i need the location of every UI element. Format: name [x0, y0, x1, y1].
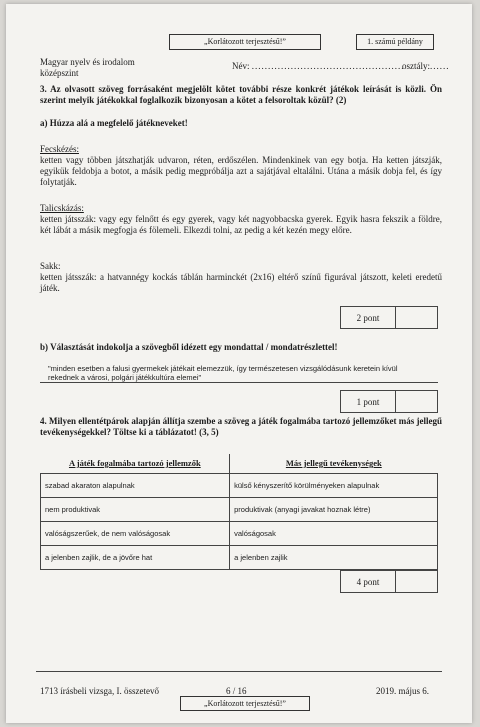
column-header-game: A játék fogalmába tartozó jellemzők [41, 454, 230, 474]
table-cell-game: szabad akaraton alapulnak [41, 474, 230, 498]
class-label: osztály: [402, 61, 430, 71]
points-box-3a [340, 306, 438, 329]
answer-line [40, 382, 438, 383]
game-name-talicskazas: Talicskázás: [40, 203, 84, 213]
game-description-fecskezes: ketten vagy többen játszhatják udvaron, réten, erdőszélen. Mindenkinek van egy botja. Ha ketten játszják, egyikük feldobja a botot, a másik pedig megpróbálja azt a sajátjával eltalálni. Utána a másik dobja fel, és így folytatják. [40, 155, 442, 187]
points-label-3a: 2 pont [341, 307, 396, 328]
question-3b-instruction: b) Választását indokolja a szövegből idézett egy mondattal / mondatrészlettel! [40, 342, 338, 352]
quote-answer: "minden esetben a falusi gyermekek játékait elemezzük, így természetesen vizsgálódásunk keretein kívül rekednek a városi, polgári játékkultúra elemei" [48, 364, 398, 382]
table-cell-other: valóságosak [230, 522, 438, 546]
points-label-4: 4 pont [341, 571, 396, 592]
copy-number-box: 1. számú példány [356, 34, 434, 50]
subject-title: Magyar nyelv és irodalom [40, 57, 135, 67]
exam-code: 1713 írásbeli vizsga, I. összetevő [40, 686, 159, 696]
table-row [41, 498, 438, 522]
name-label: Név: [232, 61, 250, 71]
name-dots: ............................................... [251, 61, 405, 71]
page-number: 6 / 16 [226, 686, 247, 696]
table-cell-other: külső kényszerítő körülményeken alapulnak [230, 474, 438, 498]
name-field [232, 61, 405, 72]
game-name-sakk: Sakk: [40, 261, 61, 271]
table-cell-game: valóságszerűek, de nem valóságosak [41, 522, 230, 546]
class-dots: ...... [430, 61, 450, 71]
question-3-text: 3. Az olvasott szöveg forrásaként megjelölt kötet további része konkrét játékok leírását is közli. Ön szerint melyik játékokkal foglalkozik bizonyosan a kötet a felsoroltak közül? (2) [40, 84, 442, 105]
question-3a-instruction: a) Húzza alá a megfelelő játékneveket! [40, 118, 188, 128]
table-row [41, 522, 438, 546]
points-box-4 [340, 570, 438, 593]
points-box-3b [340, 390, 438, 413]
subject-level: középszint [40, 68, 79, 78]
table-header-row [41, 454, 438, 474]
restricted-distribution-stamp: „Korlátozott terjesztésű!” [169, 34, 321, 50]
column-header-other: Más jellegű tevékenységek [230, 454, 438, 474]
game-name-fecskezes: Fecskézés: [40, 144, 79, 154]
table-cell-other: a jelenben zajlik [230, 546, 438, 570]
table-row [41, 474, 438, 498]
exam-page [6, 4, 472, 723]
table-cell-game: a jelenben zajlik, de a jövőre hat [41, 546, 230, 570]
points-label-3b: 1 pont [341, 391, 396, 412]
table-row [41, 546, 438, 570]
exam-date: 2019. május 6. [376, 686, 429, 696]
class-field [402, 61, 450, 72]
game-description-talicskazas: ketten játsszák: vagy egy felnőtt és egy gyerek, vagy két nagyobbacska gyerek. Egyik hasra fekszik a földre, két lábát a másik megfogja és fölemeli. Elkezdi tolni, az pedig a két kezén megy előre. [40, 214, 442, 235]
footer-rule [36, 671, 442, 672]
table-cell-other: produktivak (anyagi javakat hoznak létre) [230, 498, 438, 522]
restricted-distribution-stamp-bottom: „Korlátozott terjesztésű!” [180, 696, 310, 711]
game-description-sakk: ketten játsszák: a hatvannégy kockás táblán harminckét (2x16) eltérő színű figurával játszott, keleti eredetű játék. [40, 272, 442, 293]
question-4-text: 4. Milyen ellentétpárok alapján állítja szembe a szöveg a játék fogalmába tartozó jellemzőket más jellegű tevékenységekkel? Töltse ki a táblázatot! (3, 5) [40, 416, 443, 437]
table-cell-game: nem produktivak [41, 498, 230, 522]
comparison-table [40, 454, 438, 570]
